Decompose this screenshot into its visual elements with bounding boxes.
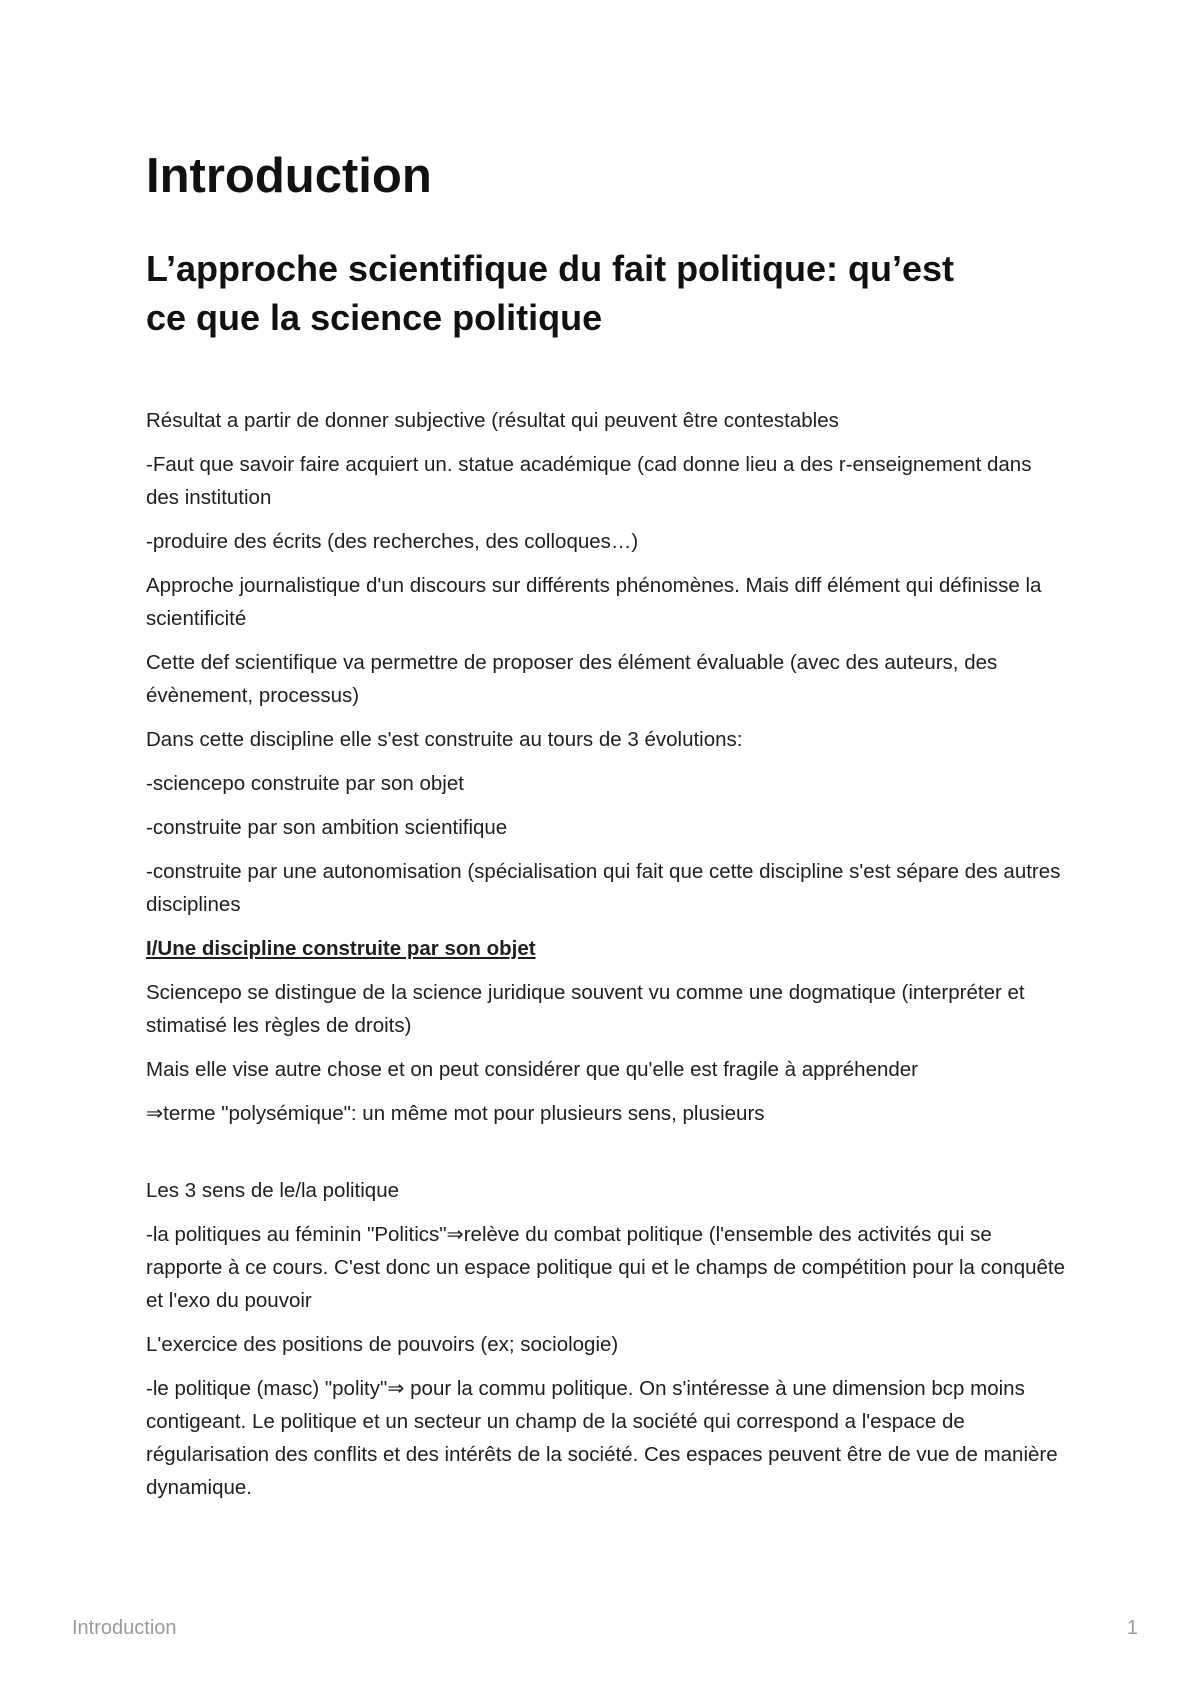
footer-section-label: Introduction [72,1617,177,1639]
paragraph: L'exercice des positions de pouvoirs (ex; sociologie) [146,1333,619,1356]
paragraph: -produire des écrits (des recherches, des colloques…) [146,530,639,553]
paragraph: ⇒terme "polysémique": un même mot pour plusieurs sens, plusieurs [146,1102,765,1125]
document-body [146,404,1066,1504]
paragraph: Sciencepo se distingue de la science juridique souvent vu comme une dogmatique (interpréter et stimatisé les règles de droits) [146,981,1025,1037]
paragraph: -la politiques au féminin "Politics"⇒relève du combat politique (l'ensemble des activités qui se rapporte à ce cours. C'est donc un espace politique qui et le champs de compétition pour la conquête et l'exo du pouvoir [146,1223,1066,1312]
list-item: -construite par son ambition scientifique [146,816,508,839]
paragraph: -Faut que savoir faire acquiert un. statue académique (cad donne lieu a des r-enseignement dans des institution [146,453,1032,509]
paragraph: Résultat a partir de donner subjective (résultat qui peuvent être contestables [146,409,839,432]
list-item: -construite par une autonomisation (spécialisation qui fait que cette discipline s'est sépare des autres disciplines [146,860,1061,916]
list-item: -sciencepo construite par son objet [146,772,464,795]
paragraph: Mais elle vise autre chose et on peut considérer que qu'elle est fragile à appréhender [146,1058,919,1081]
page-content [146,146,1066,1515]
page-footer [72,1617,1138,1640]
paragraph: Cette def scientifique va permettre de proposer des élément évaluable (avec des auteurs, des évènement, processus) [146,651,998,707]
paragraph: -le politique (masc) "polity"⇒ pour la commu politique. On s'intéresse à une dimension bcp moins contigeant. Le politique et un secteur un champ de la société qui correspond a l'espace de régularisation des conflits et des intérêts de la société. Ces espaces peuvent être de vue de manière dynamique. [146,1377,1058,1499]
paragraph: Les 3 sens de le/la politique [146,1179,400,1202]
paragraph: Approche journalistique d'un discours sur différents phénomènes. Mais diff élément qui définisse la scientificité [146,574,1042,630]
document-subtitle [146,244,1066,342]
document-title: Introduction [146,149,432,203]
paragraph: Dans cette discipline elle s'est construite au tours de 3 évolutions: [146,728,743,751]
subtitle-line-1: L’approche scientifique du fait politique: qu’est [146,248,955,289]
subtitle-line-2: ce que la science politique [146,297,603,338]
page-number: 1 [1126,1617,1138,1639]
section-heading: I/Une discipline construite par son objet [146,937,536,960]
